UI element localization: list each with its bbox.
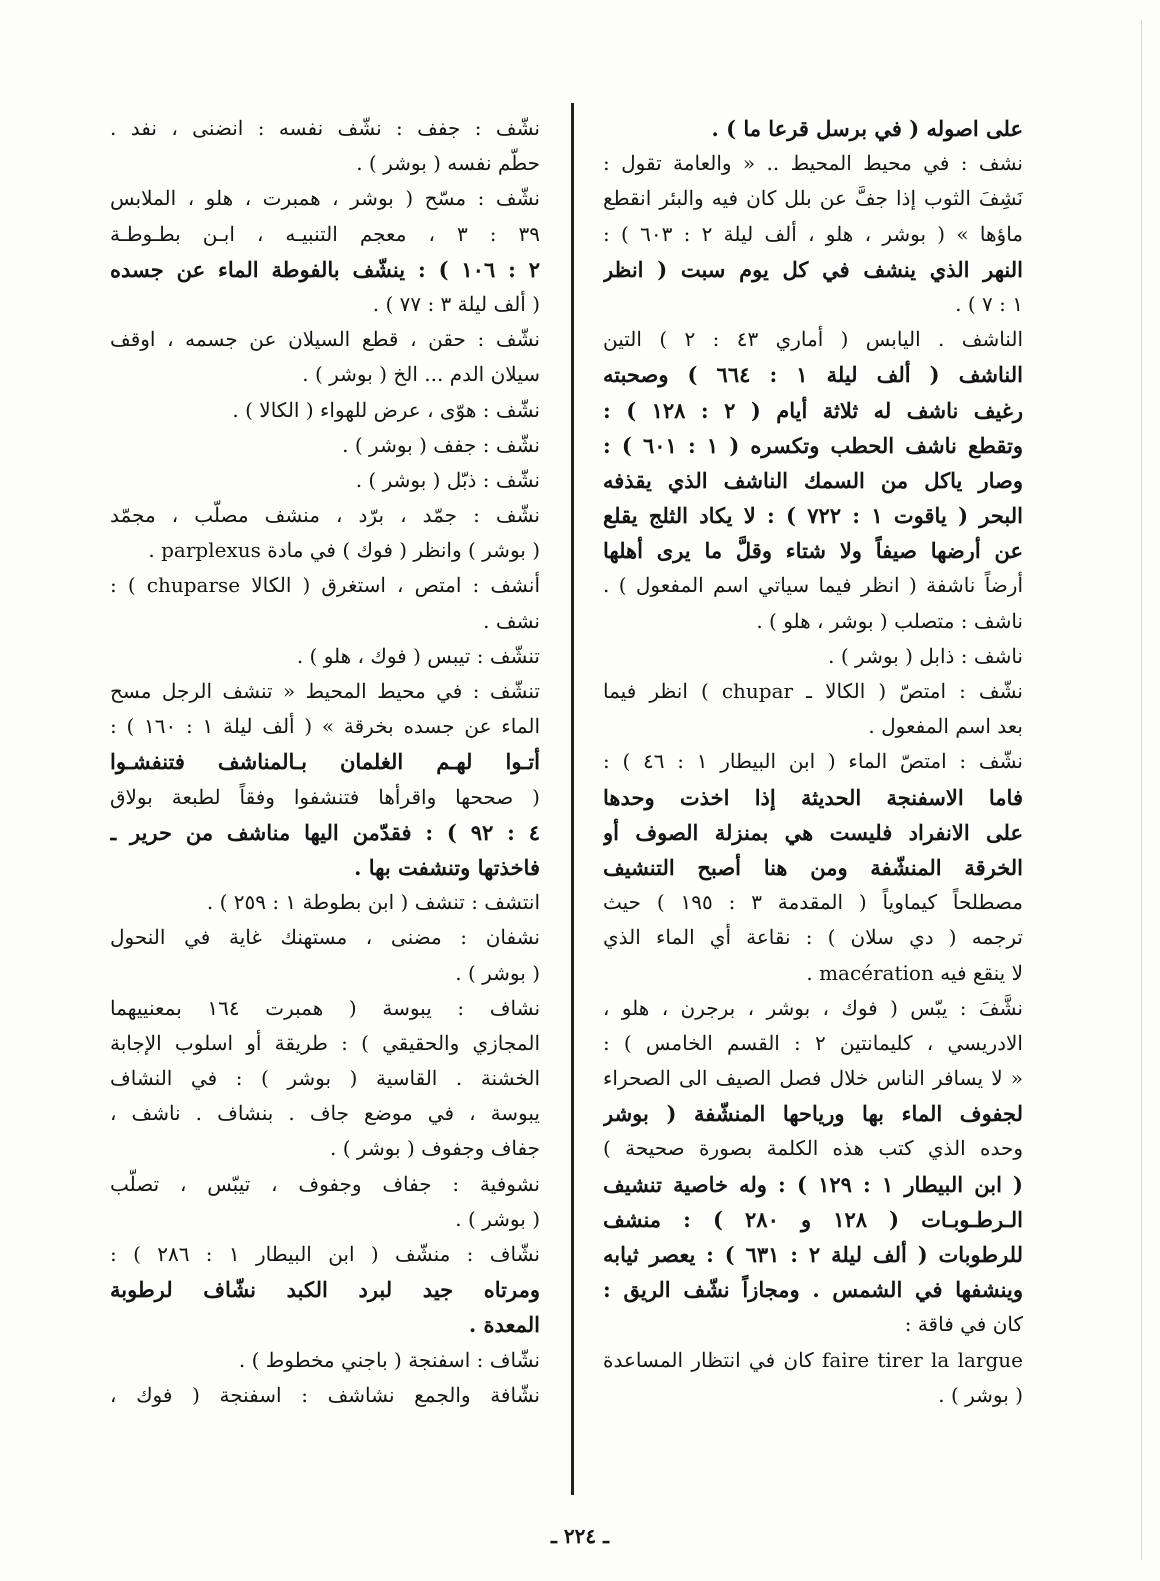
text-line: « لا يسافر الناس خلال فصل الصيف الى الصحراء — [603, 1066, 1023, 1091]
text-line: بعد اسم المفعول . — [868, 714, 1023, 739]
text-line: فاما الاسفنجة الحديثة إذا اخذت وحدها — [603, 784, 1023, 810]
text-line: نشَّفَ : يبّس ( فوك ، بوشر ، برجرن ، هلو ، — [603, 995, 1023, 1020]
text-line: المجازي والحقيقي ) : طريقة أو اسلوب الإجابة — [110, 1030, 540, 1055]
text-line: سيلان الدم ... الخ ( بوشر ) . — [302, 362, 540, 387]
text-line: ( بوشر ) . — [938, 1382, 1023, 1407]
text-line: نشّف : جمّد ، برّد ، منشف مصلّب ، مجمّد — [110, 503, 540, 528]
text-line: ١ : ٧ ) . — [955, 291, 1023, 316]
text-line: ومرتاه جيد لبرد الكبد نشّاف لرطوبة — [110, 1277, 540, 1303]
text-line: وينشفها في الشمس . ومجازاً نشّف الريق : — [603, 1277, 1023, 1303]
text-line: ترجمه ( دي سلان ) : نقاعة أي الماء الذي — [603, 925, 1023, 950]
text-line: نشّف : امتصّ الماء ( ابن البيطار ١ : ٤٦ ) : — [603, 749, 1023, 774]
text-line: faire tirer la largue كان في انتظار المساعدة — [603, 1347, 1023, 1372]
text-line: نشّاف : منشّف ( ابن البيطار ١ : ٢٨٦ ) : — [110, 1242, 540, 1266]
text-line: الـرطـوبـات ( ١٢٨ و ٢٨٠ ) : منشف — [603, 1206, 1023, 1232]
text-line: الخرقة المنشّفة ومن هنا أصبح التنشيف — [603, 854, 1023, 880]
text-line: ( بوشر ) . — [455, 960, 540, 985]
text-line: نشّف : حقن ، قطع السيلان عن جسمه ، اوقف — [110, 327, 540, 352]
text-line: على اصوله ( في برسل قرعا ما ) . — [711, 116, 1023, 141]
text-line: انتشف : تنشف ( ابن بطوطة ١ : ٢٥٩ ) . — [206, 890, 540, 915]
text-line: الخشنة . القاسية ( بوشر ) : في النشاف — [110, 1066, 540, 1091]
text-line: وحده الذي كتب هذه الكلمة بصورة صحيحة ) — [603, 1136, 1023, 1161]
text-line: يبوسة ، في موضع جاف . بنشاف . ناشف ، — [110, 1101, 540, 1126]
text-line: نشّف : ذبّل ( بوشر ) . — [355, 467, 540, 492]
text-line: نشوفية : جفاف وجفوف ، تيبّس ، تصلّب — [110, 1171, 540, 1196]
right-text-column — [603, 111, 1023, 1413]
text-line: لا ينقع فيه macération . — [806, 960, 1023, 985]
text-line: عن أرضها صيفاً ولا شتاء وقلَّ ما يرى أهلها — [603, 538, 1023, 564]
text-line: نشف . — [483, 608, 540, 633]
text-line: البحر ( ياقوت ١ : ٧٢٢ ) : لا يكاد الثلج يقلع — [603, 503, 1023, 529]
text-line: نشّف : جفف : نشّف نفسه : انضنى ، نفد . — [110, 116, 540, 140]
text-line: نشاف : يبوسة ( همبرت ١٦٤ بمعنييهما — [110, 995, 540, 1020]
text-line: ٢ : ١٠٦ ) : ينشّف بالفوطة الماء عن جسده — [110, 256, 540, 282]
text-line: ( بوشر ) وانظر ( فوك ) في مادة parplexus . — [148, 538, 540, 563]
column-divider — [571, 103, 574, 1495]
text-line: ( ألف ليلة ٣ : ٧٧ ) . — [372, 291, 540, 316]
text-line: نشّافة والجمع نشاشف : اسفنجة ( فوك ، — [110, 1382, 540, 1407]
text-line: جفاف وجفوف ( بوشر ) . — [330, 1136, 540, 1161]
text-line: على الانفراد فليست هي بمنزلة الصوف أو — [603, 819, 1023, 845]
text-line: مصطلحاً كيماوياً ( المقدمة ٣ : ١٩٥ ) حيث — [603, 890, 1023, 915]
text-line: ٣٩ : ٣ ، معجم التنبيـه ، ابـن بطـوطـة — [110, 221, 540, 246]
text-line: للرطوبات ( ألف ليلة ٢ : ٦٣١ ) : يعصر ثيابه — [603, 1242, 1023, 1267]
text-line: حطّم نفسه ( بوشر ) . — [356, 151, 540, 176]
text-line: تنشّف : تيبس ( فوك ، هلو ) . — [296, 643, 540, 668]
text-line: نَشِفَ الثوب إذا جفَّ عن بلل كان فيه والبئر انقطع — [603, 186, 1023, 211]
text-line: ( ابن البيطار ١ : ١٢٩ ) : وله خاصية تنشيف — [603, 1171, 1023, 1197]
text-line: نشّف : هوّى ، عرض للهواء ( الكالا ) . — [232, 397, 540, 422]
text-line: أرضاً ناشفة ( انظر فيما سياتي اسم المفعول ) . — [603, 573, 1023, 598]
text-line: نشّاف : اسفنجة ( باجني مخطوط ) . — [238, 1347, 540, 1372]
page-edge-line — [1141, 20, 1142, 1560]
text-line: ( صححها واقرأها فتنشفوا وفقاً لطبعة بولاق — [110, 784, 540, 809]
text-line: الماء عن جسده بخرقة » ( ألف ليلة ١ : ١٦٠ ) : — [110, 714, 540, 739]
text-line: رغيف ناشف له ثلاثة أيام ( ٢ : ١٢٨ ) : — [603, 397, 1023, 423]
text-line: نشّف : مسّح ( بوشر ، همبرت ، هلو ، الملابس — [110, 186, 540, 211]
text-line: ( بوشر ) . — [455, 1206, 540, 1231]
text-line: نشّف : جفف ( بوشر ) . — [342, 432, 540, 457]
text-line: وصار ياكل من السمك الناشف الذي يقذفه — [603, 467, 1023, 493]
text-line: نشفان : مضنى ، مستهنك غاية في النحول — [110, 925, 540, 950]
text-line: الناشف ( ألف ليلة ١ : ٦٦٤ ) وصحبته — [603, 362, 1023, 388]
text-line: لجفوف الماء بها ورياحها المنشّفة ( بوشر — [603, 1101, 1023, 1127]
text-line: الناشف . اليابس ( أماري ٤٣ : ٢ ) التين — [603, 327, 1023, 352]
text-line: النهر الذي ينشف في كل يوم سبت ( انظر — [603, 256, 1023, 282]
text-line: نشف : في محيط المحيط .. « والعامة تقول : — [603, 151, 1023, 176]
text-line: نشّف : امتصّ ( الكالا ـ chupar ) انظر فيما — [603, 679, 1023, 703]
text-line: أتـوا لهـم الغلمان بـالمناشف فتنفشـوا — [110, 749, 540, 775]
text-line: كان في فاقة : — [904, 1312, 1023, 1337]
text-line: أنشف : امتص ، استغرق ( الكالا chuparse ) : — [110, 573, 540, 598]
page-number: ـ ٢٢٤ ـ — [551, 1524, 609, 1548]
text-line: المعدة . — [468, 1312, 540, 1338]
left-text-column — [110, 111, 540, 1413]
text-line: وتقطع ناشف الحطب وتكسره ( ١ : ٦٠١ ) : — [603, 432, 1023, 458]
text-line: ناشف : متصلب ( بوشر ، هلو ) . — [756, 608, 1023, 633]
text-line: ٤ : ٩٢ ) : فقدّمن اليها مناشف من حرير ـ — [110, 819, 540, 845]
text-line: الادريسي ، كليمانتين ٢ : القسم الخامس ) : — [603, 1030, 1023, 1055]
text-line: ماؤها » ( بوشر ، هلو ، ألف ليلة ٢ : ٦٠٣ ) : — [603, 221, 1023, 246]
text-line: ناشف : ذابل ( بوشر ) . — [828, 643, 1023, 668]
text-line: تنشّف : في محيط المحيط « تنشف الرجل مسح — [110, 679, 540, 703]
text-line: فاخذتها وتنشفت بها . — [354, 854, 540, 880]
